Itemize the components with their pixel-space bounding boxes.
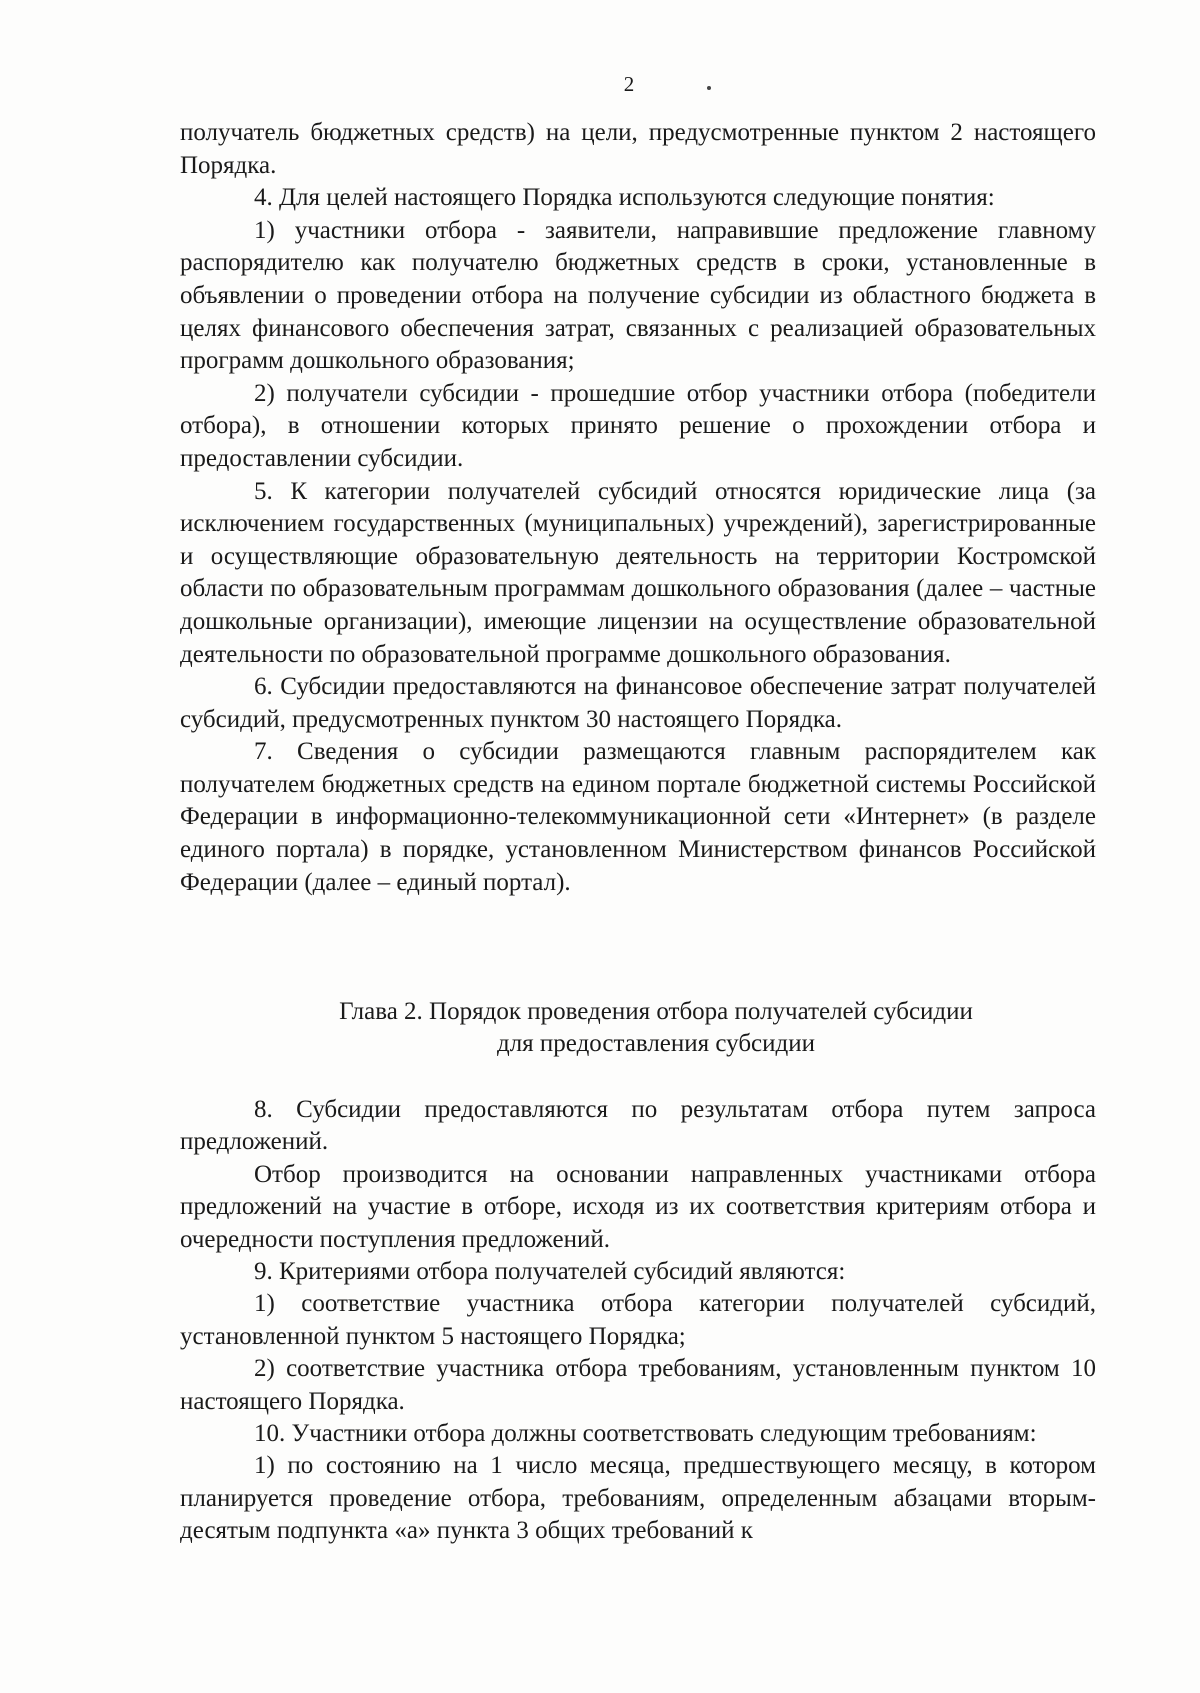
paragraph: 9. Критериями отбора получателей субсидий являются: [254, 1258, 846, 1286]
paragraph: 10. Участники отбора должны соответствовать следующим требованиям: [254, 1420, 1037, 1448]
paragraph: 1) участники отбора - заявители, направившие предложение главному распорядителю как получателю бюджетных средств в сроки, установленные в объявлении о проведении отбора на получение субсидии из областного бюджета в целях финансового обеспечения затрат, связанных с реализацией образовательных программ дошкольного образования; [180, 216, 1096, 375]
scan-speck [707, 86, 711, 90]
paragraph: 7. Сведения о субсидии размещаются главным распорядителем как получателем бюджетных средств на едином портале бюджетной системы Российской Федерации в информационно-телекоммуникационной сети «Интернет» (в разделе единого портала) в порядке, установленном Министерством финансов Российской Федерации (далее – единый портал). [180, 738, 1096, 896]
paragraph: 8. Субсидии предоставляются по результатам отбора путем запроса предложений. [180, 1096, 1096, 1156]
chapter-heading-line2: для предоставления субсидии [496, 1030, 816, 1057]
document-body-top [180, 117, 1096, 899]
paragraph: 1) по состоянию на 1 число месяца, предшествующего месяцу, в котором планируется проведение отбора, требованиям, определенным абзацами вторым-десятым подпункта «а» пункта 3 общих требований к [180, 1452, 1096, 1545]
paragraph: 2) получатели субсидии - прошедшие отбор участники отбора (победители отбора), в отношении которых принято решение о прохождении отбора и предоставлении субсидии. [180, 379, 1096, 472]
chapter-heading [180, 996, 1096, 1060]
page-number: 2 [623, 72, 635, 96]
paragraph: 6. Субсидии предоставляются на финансовое обеспечение затрат получателей субсидий, предусмотренных пунктом 30 настоящего Порядка. [180, 673, 1096, 733]
paragraph: получатель бюджетных средств) на цели, предусмотренные пунктом 2 настоящего Порядка. [180, 119, 1096, 179]
paragraph: 2) соответствие участника отбора требованиям, установленным пунктом 10 настоящего Порядка. [180, 1355, 1096, 1415]
paragraph: 4. Для целей настоящего Порядка используются следующие понятия: [254, 184, 995, 212]
chapter-heading-line1: Глава 2. Порядок проведения отбора получателей субсидии [339, 998, 973, 1025]
paragraph: 5. К категории получателей субсидий относятся юридические лица (за исключением государственных (муниципальных) учреждений), зарегистрированные и осуществляющие образовательную деятельность на территории Костромской области по образовательным программам дошкольного образования (далее – частные дошкольные организации), имеющие лицензии на осуществление образовательной деятельности по образовательной программе дошкольного образования. [180, 477, 1096, 668]
paragraph: 1) соответствие участника отбора категории получателей субсидий, установленной пунктом 5 настоящего Порядка; [180, 1290, 1096, 1350]
paragraph: Отбор производится на основании направленных участниками отбора предложений на участие в отборе, исходя из их соответствия критериям отбора и очередности поступления предложений. [180, 1160, 1096, 1253]
document-body-bottom [180, 1094, 1096, 1548]
